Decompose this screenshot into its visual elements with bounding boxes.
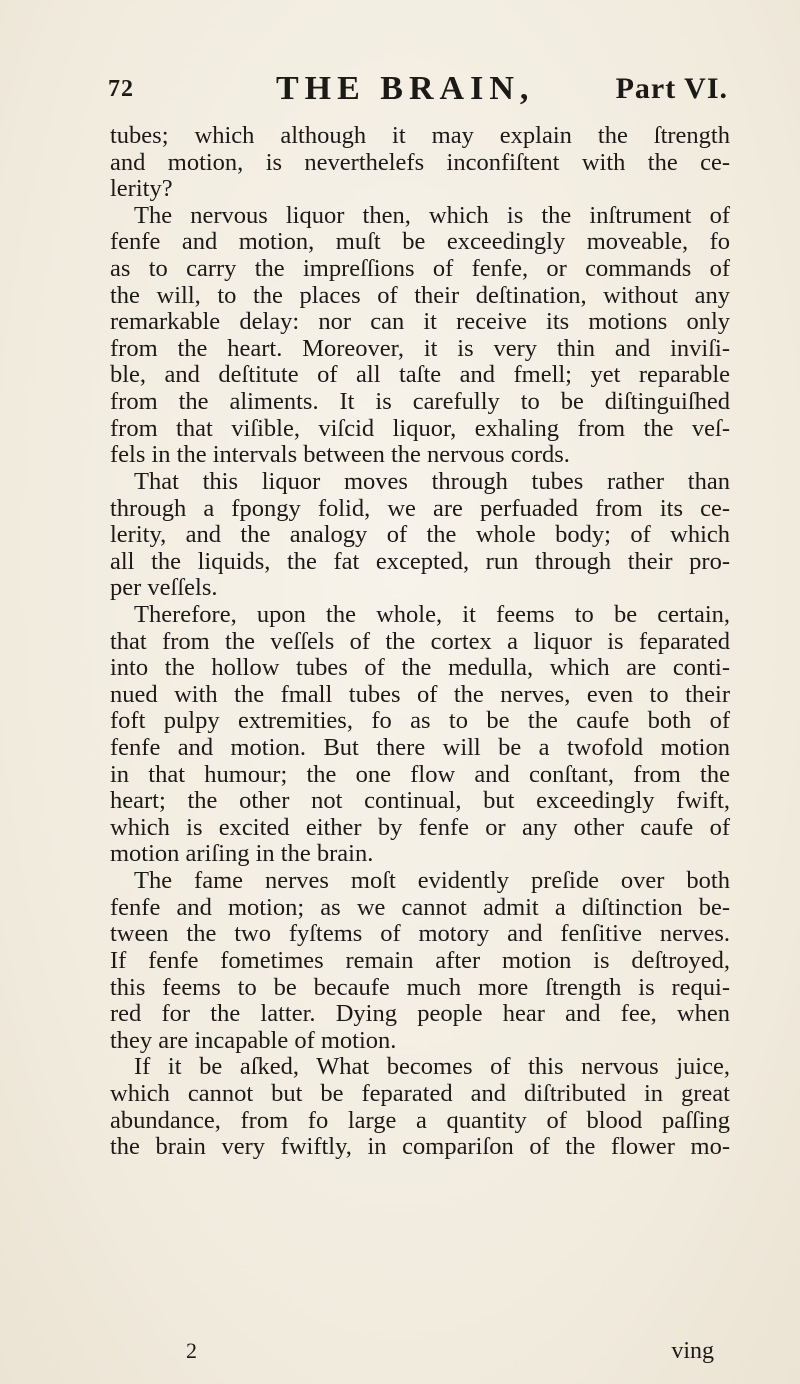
text-line: all the liquids, the fat excepted, run through their pro- xyxy=(110,547,730,575)
text-line: lerity, and the analogy of the whole body; of which xyxy=(110,521,730,549)
text-line: nued with the fmall tubes of the nerves, even to their xyxy=(110,680,730,708)
signature-mark: 2 xyxy=(186,1338,197,1363)
text-line: this feems to be becaufe much more ſtrength is requi- xyxy=(110,973,730,1001)
text-line: abundance, from fo large a quantity of blood paſſing xyxy=(110,1106,730,1134)
text-line: The fame nerves moſt evidently preſide over both xyxy=(134,867,730,895)
text-line: through a fpongy folid, we are perfuaded from its ce- xyxy=(110,494,730,522)
catchword: ving xyxy=(671,1338,714,1364)
text-line: they are incapable of motion. xyxy=(110,1026,397,1054)
text-line: from the aliments. It is carefully to be diſtinguiſhed xyxy=(110,388,730,416)
text-line: and motion, is neverthelefs inconfiſtent with the ce- xyxy=(110,148,730,176)
part-label: Part VI. xyxy=(615,72,728,105)
text-line: The nervous liquor then, which is the inſtrument of xyxy=(134,201,730,229)
text-line: per veſſels. xyxy=(110,574,218,602)
page-header xyxy=(108,70,728,110)
text-line: heart; the other not continual, but exceedingly fwift, xyxy=(110,787,730,815)
text-line: If it be aſked, What becomes of this nervous juice, xyxy=(134,1053,730,1081)
text-line: the will, to the places of their deſtination, without any xyxy=(110,281,730,309)
text-line: which cannot but be feparated and diſtributed in great xyxy=(110,1079,730,1107)
page-number: 72 xyxy=(108,76,134,102)
text-line: in that humour; the one flow and conſtant, from the xyxy=(110,760,730,788)
text-line: the brain very fwiftly, in compariſon of the flower mo- xyxy=(110,1133,730,1161)
text-line: from the heart. Moreover, it is very thin and inviſi- xyxy=(110,334,730,362)
text-line: fenfe and motion. But there will be a twofold motion xyxy=(110,734,730,762)
text-line: Therefore, upon the whole, it feems to be certain, xyxy=(134,600,730,628)
text-line: that from the veſſels of the cortex a liquor is feparated xyxy=(110,627,730,655)
text-line: foft pulpy extremities, fo as to be the caufe both of xyxy=(110,707,730,735)
text-line: fenfe and motion, muſt be exceedingly moveable, fo xyxy=(110,228,730,256)
running-head: THE BRAIN, xyxy=(276,70,535,107)
text-line: red for the latter. Dying people hear and fee, when xyxy=(110,1000,730,1028)
text-line: ble, and deſtitute of all taſte and fmell; yet reparable xyxy=(110,361,730,389)
text-line: as to carry the impreſſions of fenfe, or commands of xyxy=(110,255,730,283)
text-line: tween the two fyſtems of motory and fenſitive nerves. xyxy=(110,920,730,948)
text-line: motion ariſing in the brain. xyxy=(110,840,374,868)
text-line: lerity? xyxy=(110,175,173,203)
text-line: from that viſible, viſcid liquor, exhaling from the veſ- xyxy=(110,414,730,442)
body-text xyxy=(110,123,730,1161)
text-line: fels in the intervals between the nervous cords. xyxy=(110,441,570,469)
text-line: remarkable delay: nor can it receive its motions only xyxy=(110,308,730,336)
text-line: fenfe and motion; as we cannot admit a diſtinction be- xyxy=(110,893,730,921)
text-line: into the hollow tubes of the medulla, which are conti- xyxy=(110,654,730,682)
text-line: That this liquor moves through tubes rather than xyxy=(134,467,730,495)
page-footer xyxy=(108,1338,728,1368)
text-line: tubes; which although it may explain the ſtrength xyxy=(110,122,730,149)
text-line: If fenfe fometimes remain after motion is deſtroyed, xyxy=(110,946,730,974)
text-line: which is excited either by fenfe or any other caufe of xyxy=(110,813,730,841)
